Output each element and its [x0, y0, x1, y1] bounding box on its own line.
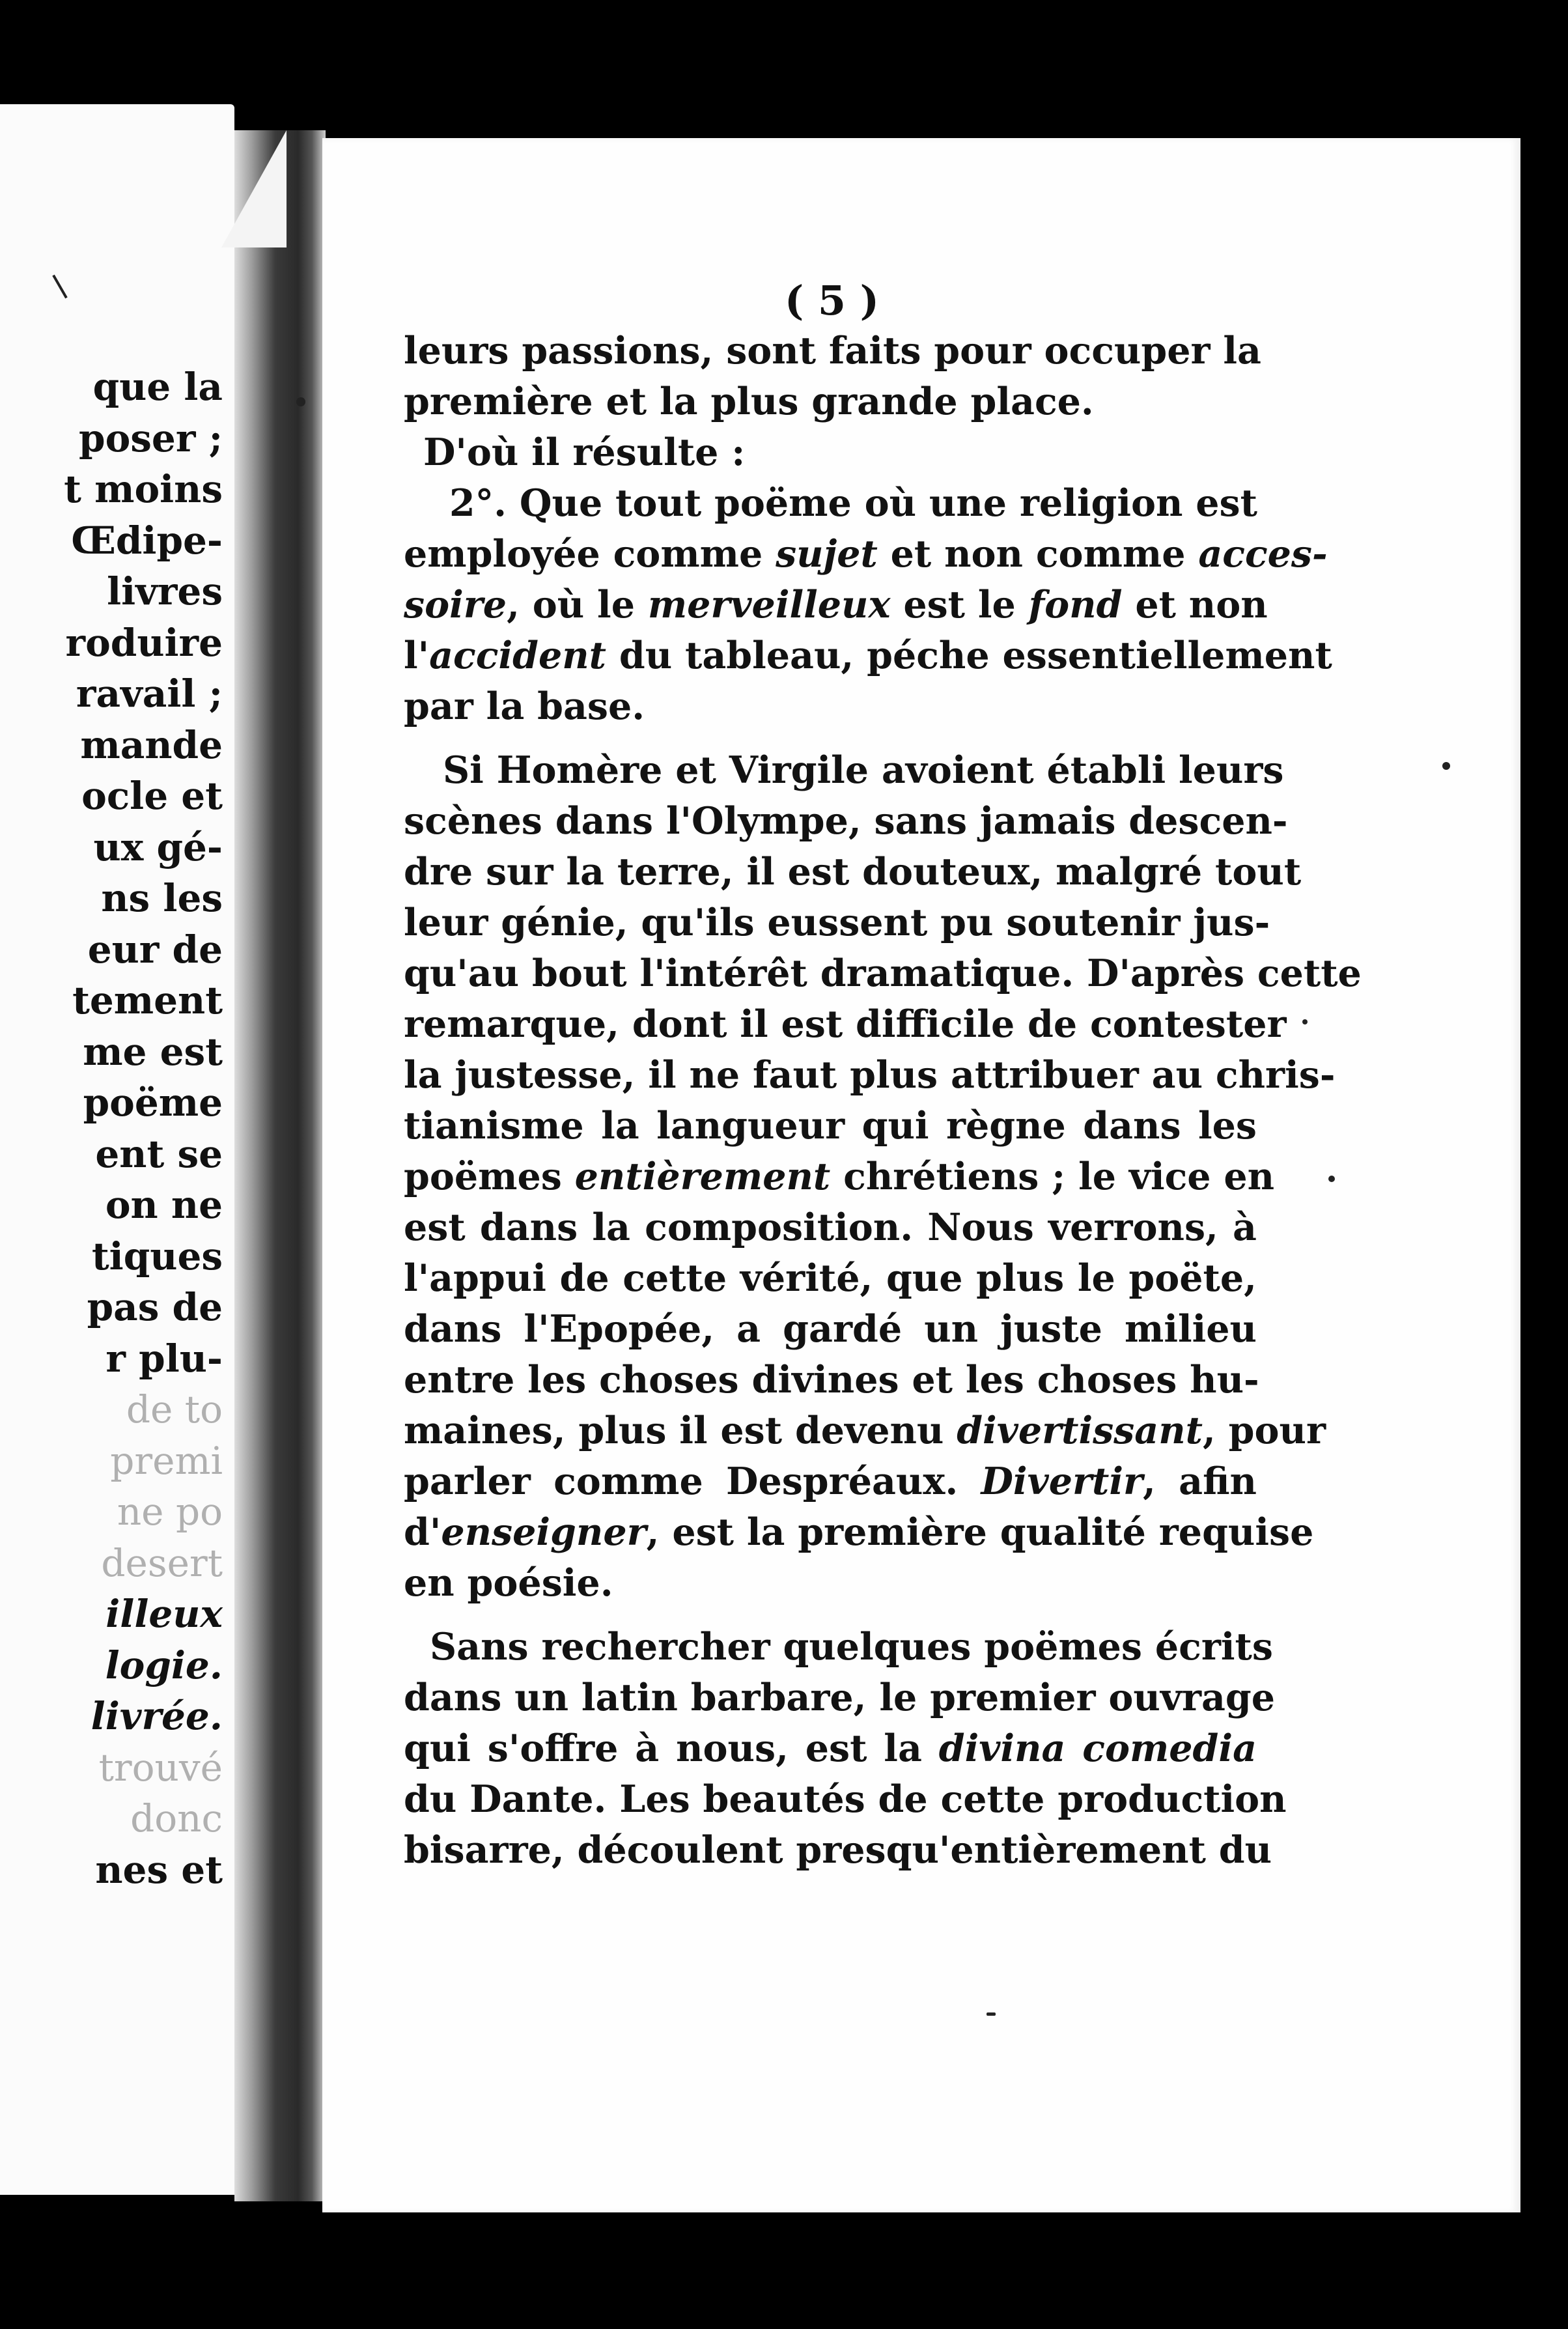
page-number: ( 5 )	[785, 277, 879, 324]
left-line: me est	[83, 1029, 223, 1074]
left-line: logie.	[105, 1643, 223, 1687]
text-line: maines, plus il est devenu divertissant, pour	[404, 1409, 1326, 1452]
text-line: D'où il résulte :	[423, 431, 746, 474]
text-line: leurs passions, sont faits pour occuper la	[404, 329, 1261, 373]
left-line: ent se	[95, 1131, 223, 1176]
text-line: qui s'offre à nous, est la divina comedia	[404, 1727, 1257, 1770]
left-line: premi	[110, 1438, 223, 1483]
text-line: bisarre, découlent presqu'entièrement du	[404, 1828, 1272, 1872]
left-line: livrée.	[91, 1694, 223, 1738]
text-line: d'enseigner, est la première qualité requise	[404, 1510, 1314, 1554]
left-line: tiques	[91, 1234, 223, 1278]
left-line: mande	[80, 722, 223, 767]
page-fold	[221, 130, 287, 247]
ink-speck	[296, 397, 305, 406]
left-line: tement	[72, 978, 223, 1023]
text-line: remarque, dont il est difficile de contester	[404, 1002, 1287, 1046]
text-line: scènes dans l'Olympe, sans jamais descen-	[404, 799, 1288, 843]
page-text	[404, 326, 1362, 1876]
text-line: dans l'Epopée, a gardé un juste milieu	[404, 1307, 1257, 1351]
book-gutter	[234, 130, 326, 2201]
left-line: roduire	[65, 620, 223, 665]
left-line: poser ;	[79, 416, 223, 460]
ink-speck	[1442, 762, 1450, 770]
text-line: poëmes entièrement chrétiens ; le vice en	[404, 1155, 1275, 1198]
left-page-text	[64, 361, 223, 1895]
text-line: entre les choses divines et les choses hu-	[404, 1358, 1259, 1402]
text-line: la justesse, il ne faut plus attribuer au chris-	[404, 1053, 1336, 1097]
left-line: r plu-	[105, 1336, 223, 1381]
text-line: qu'au bout l'intérêt dramatique. D'après cette	[404, 952, 1362, 995]
left-line: Œdipe-	[71, 518, 223, 563]
text-line: première et la plus grande place.	[404, 380, 1094, 423]
left-line: ns les	[101, 876, 223, 920]
text-line: Sans rechercher quelques poëmes écrits	[430, 1625, 1273, 1669]
text-line: leur génie, qu'ils eussent pu soutenir jus-	[404, 901, 1270, 944]
left-line: donc	[130, 1796, 223, 1841]
text-line: Si Homère et Virgile avoient établi leurs	[443, 748, 1284, 792]
text-line: dre sur la terre, il est douteux, malgré tout	[404, 850, 1302, 894]
text-line: l'appui de cette vérité, que plus le poëte,	[404, 1256, 1257, 1300]
left-line: pas de	[87, 1285, 223, 1329]
left-line: desert	[101, 1540, 223, 1585]
left-line: ne po	[117, 1489, 223, 1534]
text-line: l'accident du tableau, péche essentiellement	[404, 634, 1332, 677]
ink-speck	[987, 2012, 996, 2016]
left-line: ux gé-	[93, 825, 223, 869]
left-line: t moins	[64, 467, 223, 511]
text-line: dans un latin barbare, le premier ouvrage	[404, 1676, 1276, 1719]
left-line: illeux	[105, 1592, 223, 1636]
text-line: est dans la composition. Nous verrons, à	[404, 1206, 1257, 1249]
text-line: tianisme la langueur qui règne dans les	[404, 1104, 1257, 1148]
left-line: poëme	[83, 1080, 223, 1125]
left-line: ocle et	[81, 774, 223, 818]
left-line: on ne	[105, 1183, 223, 1227]
text-line: soire, où le merveilleux est le fond et non	[404, 583, 1268, 627]
page-mark	[52, 275, 67, 299]
text-line: par la base.	[404, 685, 645, 728]
left-page	[0, 104, 234, 2195]
ink-speck	[1302, 1019, 1308, 1024]
text-line: employée comme sujet et non comme acces-	[404, 532, 1328, 576]
left-line: eur de	[87, 927, 223, 972]
text-line: en poésie.	[404, 1561, 613, 1605]
text-line: du Dante. Les beautés de cette production	[404, 1777, 1287, 1821]
left-line: de to	[126, 1387, 223, 1432]
text-line: parler comme Despréaux. Divertir, afin	[404, 1460, 1257, 1503]
left-line: trouvé	[98, 1745, 223, 1790]
left-line: nes et	[95, 1847, 223, 1892]
left-line: livres	[107, 569, 223, 614]
left-line: ravail ;	[76, 671, 223, 716]
text-line: 2°. Que tout poëme où une religion est	[449, 481, 1257, 525]
ink-speck	[1328, 1176, 1335, 1182]
left-line: que la	[92, 365, 223, 409]
